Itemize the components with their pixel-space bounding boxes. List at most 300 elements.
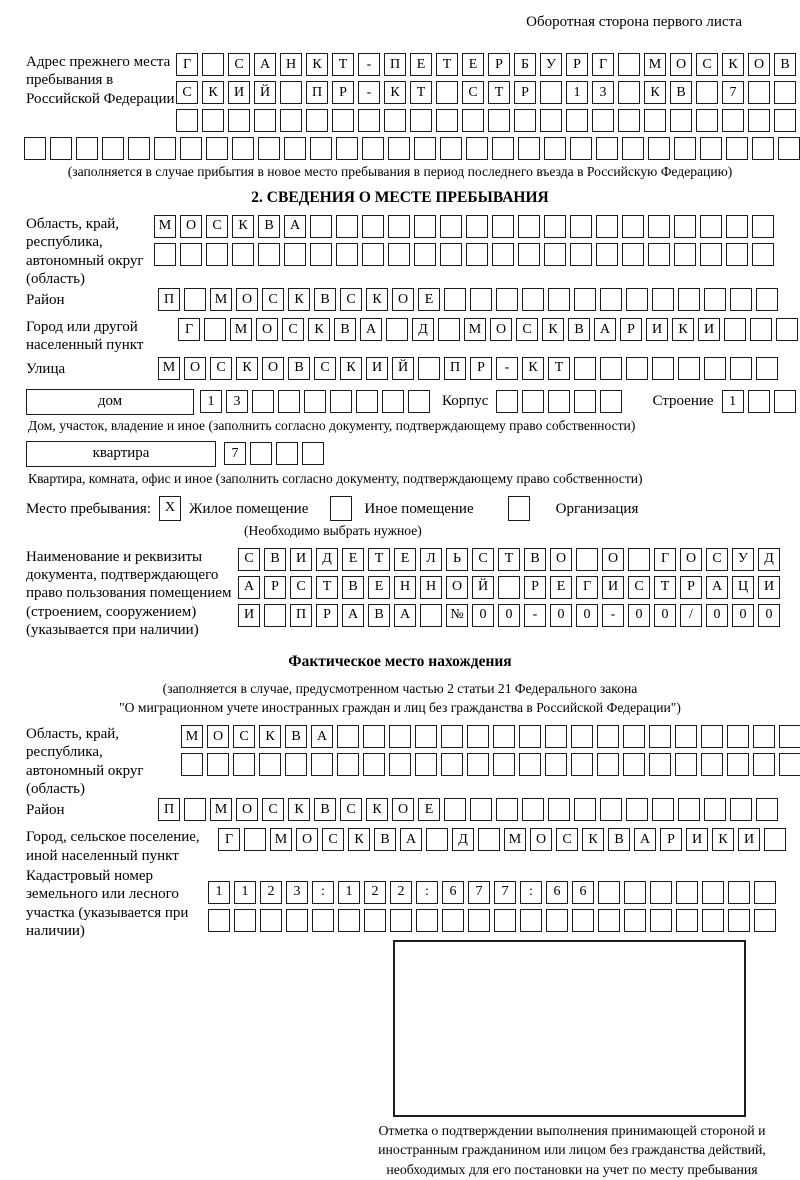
char-cell[interactable] — [420, 604, 442, 627]
char-cell[interactable] — [754, 909, 776, 932]
char-cell[interactable]: К — [722, 53, 744, 76]
char-cell[interactable]: Т — [436, 53, 458, 76]
char-cell[interactable] — [180, 243, 202, 266]
char-cell[interactable] — [259, 753, 281, 776]
char-cell[interactable]: О — [262, 357, 284, 380]
char-cell[interactable]: С — [228, 53, 250, 76]
char-cell[interactable] — [702, 909, 724, 932]
char-cell[interactable]: Г — [178, 318, 200, 341]
char-cell[interactable] — [304, 390, 326, 413]
char-cell[interactable] — [678, 357, 700, 380]
char-cell[interactable]: Р — [332, 81, 354, 104]
char-cell[interactable] — [574, 288, 596, 311]
char-cell[interactable]: В — [264, 548, 286, 571]
char-cell[interactable] — [618, 109, 640, 132]
char-cell[interactable] — [390, 909, 412, 932]
char-cell[interactable]: К — [582, 828, 604, 851]
char-cell[interactable]: Р — [470, 357, 492, 380]
char-cell[interactable] — [382, 390, 404, 413]
char-cell[interactable] — [600, 357, 622, 380]
char-cell[interactable] — [426, 828, 448, 851]
char-cell[interactable] — [250, 442, 272, 465]
char-cell[interactable] — [362, 137, 384, 160]
char-cell[interactable]: № — [446, 604, 468, 627]
char-cell[interactable]: Г — [654, 548, 676, 571]
char-cell[interactable] — [756, 798, 778, 821]
char-cell[interactable] — [467, 753, 489, 776]
char-cell[interactable]: К — [384, 81, 406, 104]
char-cell[interactable] — [414, 243, 436, 266]
char-cell[interactable]: К — [259, 725, 281, 748]
char-cell[interactable]: О — [207, 725, 229, 748]
char-cell[interactable]: С — [282, 318, 304, 341]
char-cell[interactable] — [618, 53, 640, 76]
char-cell[interactable] — [748, 81, 770, 104]
char-cell[interactable]: Е — [394, 548, 416, 571]
char-cell[interactable]: 2 — [364, 881, 386, 904]
char-cell[interactable]: М — [210, 288, 232, 311]
char-cell[interactable]: В — [314, 798, 336, 821]
char-cell[interactable]: О — [236, 288, 258, 311]
char-cell[interactable] — [415, 753, 437, 776]
char-cell[interactable]: Т — [488, 81, 510, 104]
char-cell[interactable]: П — [290, 604, 312, 627]
char-cell[interactable] — [540, 109, 562, 132]
char-cell[interactable]: Г — [592, 53, 614, 76]
char-cell[interactable]: С — [472, 548, 494, 571]
char-cell[interactable] — [727, 725, 749, 748]
char-cell[interactable] — [284, 137, 306, 160]
char-cell[interactable]: 0 — [628, 604, 650, 627]
char-cell[interactable] — [622, 137, 644, 160]
char-cell[interactable] — [436, 81, 458, 104]
char-cell[interactable] — [336, 243, 358, 266]
char-cell[interactable]: К — [522, 357, 544, 380]
char-cell[interactable]: : — [520, 881, 542, 904]
char-cell[interactable]: Б — [514, 53, 536, 76]
char-cell[interactable] — [752, 243, 774, 266]
char-cell[interactable]: К — [672, 318, 694, 341]
char-cell[interactable]: П — [158, 798, 180, 821]
char-cell[interactable] — [576, 548, 598, 571]
char-cell[interactable]: Т — [316, 576, 338, 599]
char-cell[interactable] — [438, 318, 460, 341]
char-cell[interactable] — [358, 109, 380, 132]
char-cell[interactable] — [492, 243, 514, 266]
char-cell[interactable] — [184, 798, 206, 821]
char-cell[interactable]: С — [340, 288, 362, 311]
char-cell[interactable] — [570, 243, 592, 266]
char-cell[interactable]: А — [311, 725, 333, 748]
char-cell[interactable] — [596, 243, 618, 266]
char-cell[interactable] — [302, 442, 324, 465]
char-cell[interactable]: Р — [660, 828, 682, 851]
char-cell[interactable]: Р — [680, 576, 702, 599]
char-cell[interactable]: Д — [412, 318, 434, 341]
char-cell[interactable] — [756, 288, 778, 311]
char-cell[interactable] — [626, 288, 648, 311]
char-cell[interactable]: 6 — [546, 881, 568, 904]
char-cell[interactable] — [493, 725, 515, 748]
char-cell[interactable] — [701, 753, 723, 776]
char-cell[interactable]: О — [180, 215, 202, 238]
char-cell[interactable] — [102, 137, 124, 160]
char-cell[interactable] — [154, 137, 176, 160]
char-cell[interactable] — [704, 288, 726, 311]
char-cell[interactable] — [597, 753, 619, 776]
char-cell[interactable] — [730, 798, 752, 821]
char-cell[interactable]: И — [646, 318, 668, 341]
char-cell[interactable] — [778, 137, 800, 160]
char-cell[interactable] — [470, 798, 492, 821]
char-cell[interactable] — [496, 798, 518, 821]
char-cell[interactable] — [675, 753, 697, 776]
char-cell[interactable]: И — [758, 576, 780, 599]
char-cell[interactable] — [752, 215, 774, 238]
char-cell[interactable]: В — [258, 215, 280, 238]
char-cell[interactable]: Р — [620, 318, 642, 341]
char-cell[interactable]: У — [732, 548, 754, 571]
char-cell[interactable] — [337, 725, 359, 748]
char-cell[interactable] — [650, 909, 672, 932]
char-cell[interactable] — [622, 243, 644, 266]
char-cell[interactable] — [518, 215, 540, 238]
char-cell[interactable]: С — [462, 81, 484, 104]
char-cell[interactable] — [519, 753, 541, 776]
char-cell[interactable]: 3 — [226, 390, 248, 413]
char-cell[interactable] — [600, 390, 622, 413]
char-cell[interactable] — [704, 357, 726, 380]
char-cell[interactable] — [285, 753, 307, 776]
char-cell[interactable] — [748, 390, 770, 413]
char-cell[interactable] — [244, 828, 266, 851]
char-cell[interactable] — [779, 725, 800, 748]
char-cell[interactable]: О — [602, 548, 624, 571]
char-cell[interactable]: 0 — [550, 604, 572, 627]
char-cell[interactable]: Р — [566, 53, 588, 76]
char-cell[interactable]: О — [550, 548, 572, 571]
char-cell[interactable]: П — [158, 288, 180, 311]
char-cell[interactable] — [678, 798, 700, 821]
char-cell[interactable] — [362, 243, 384, 266]
char-cell[interactable]: Р — [264, 576, 286, 599]
char-cell[interactable]: Й — [392, 357, 414, 380]
char-cell[interactable]: Д — [758, 548, 780, 571]
char-cell[interactable]: - — [602, 604, 624, 627]
char-cell[interactable]: М — [464, 318, 486, 341]
char-cell[interactable] — [648, 215, 670, 238]
char-cell[interactable] — [410, 109, 432, 132]
char-cell[interactable] — [544, 137, 566, 160]
char-cell[interactable] — [415, 725, 437, 748]
char-cell[interactable] — [468, 909, 490, 932]
char-cell[interactable]: И — [686, 828, 708, 851]
char-cell[interactable]: И — [238, 604, 260, 627]
char-cell[interactable]: 0 — [654, 604, 676, 627]
char-cell[interactable] — [254, 109, 276, 132]
char-cell[interactable]: Г — [176, 53, 198, 76]
char-cell[interactable]: П — [384, 53, 406, 76]
char-cell[interactable] — [310, 137, 332, 160]
char-cell[interactable] — [258, 137, 280, 160]
char-cell[interactable]: В — [568, 318, 590, 341]
char-cell[interactable] — [444, 288, 466, 311]
char-cell[interactable] — [522, 390, 544, 413]
char-cell[interactable]: М — [158, 357, 180, 380]
char-cell[interactable]: К — [644, 81, 666, 104]
char-cell[interactable] — [544, 215, 566, 238]
char-cell[interactable] — [388, 243, 410, 266]
char-cell[interactable] — [466, 215, 488, 238]
char-cell[interactable]: Л — [420, 548, 442, 571]
char-cell[interactable] — [408, 390, 430, 413]
char-cell[interactable] — [779, 753, 800, 776]
char-cell[interactable]: М — [504, 828, 526, 851]
organization-checkbox[interactable] — [508, 496, 530, 521]
char-cell[interactable]: Ц — [732, 576, 754, 599]
char-cell[interactable]: 7 — [494, 881, 516, 904]
char-cell[interactable]: Т — [332, 53, 354, 76]
char-cell[interactable]: П — [306, 81, 328, 104]
char-cell[interactable] — [700, 215, 722, 238]
char-cell[interactable] — [363, 753, 385, 776]
char-cell[interactable]: К — [306, 53, 328, 76]
char-cell[interactable]: К — [288, 288, 310, 311]
char-cell[interactable]: К — [202, 81, 224, 104]
char-cell[interactable]: А — [394, 604, 416, 627]
char-cell[interactable]: С — [290, 576, 312, 599]
char-cell[interactable] — [574, 357, 596, 380]
char-cell[interactable]: С — [628, 576, 650, 599]
char-cell[interactable] — [764, 828, 786, 851]
char-cell[interactable] — [571, 725, 593, 748]
char-cell[interactable] — [696, 109, 718, 132]
char-cell[interactable] — [280, 109, 302, 132]
char-cell[interactable] — [520, 909, 542, 932]
char-cell[interactable]: Р — [524, 576, 546, 599]
char-cell[interactable] — [701, 725, 723, 748]
char-cell[interactable]: А — [284, 215, 306, 238]
char-cell[interactable] — [623, 725, 645, 748]
char-cell[interactable]: - — [358, 53, 380, 76]
char-cell[interactable]: О — [490, 318, 512, 341]
char-cell[interactable]: К — [308, 318, 330, 341]
char-cell[interactable] — [540, 81, 562, 104]
char-cell[interactable] — [754, 881, 776, 904]
char-cell[interactable]: Е — [462, 53, 484, 76]
char-cell[interactable] — [436, 109, 458, 132]
char-cell[interactable]: - — [524, 604, 546, 627]
char-cell[interactable]: В — [524, 548, 546, 571]
char-cell[interactable] — [748, 109, 770, 132]
char-cell[interactable]: К — [232, 215, 254, 238]
char-cell[interactable] — [546, 909, 568, 932]
char-cell[interactable] — [756, 357, 778, 380]
char-cell[interactable] — [570, 137, 592, 160]
char-cell[interactable]: В — [368, 604, 390, 627]
char-cell[interactable] — [202, 109, 224, 132]
char-cell[interactable] — [310, 243, 332, 266]
char-cell[interactable] — [624, 909, 646, 932]
char-cell[interactable]: Д — [316, 548, 338, 571]
char-cell[interactable] — [278, 390, 300, 413]
char-cell[interactable] — [676, 881, 698, 904]
char-cell[interactable]: Е — [418, 288, 440, 311]
char-cell[interactable]: 0 — [498, 604, 520, 627]
char-cell[interactable]: И — [228, 81, 250, 104]
char-cell[interactable]: К — [288, 798, 310, 821]
char-cell[interactable] — [284, 243, 306, 266]
char-cell[interactable]: М — [154, 215, 176, 238]
char-cell[interactable] — [776, 318, 798, 341]
char-cell[interactable]: А — [238, 576, 260, 599]
char-cell[interactable] — [519, 725, 541, 748]
char-cell[interactable]: О — [670, 53, 692, 76]
char-cell[interactable] — [498, 576, 520, 599]
char-cell[interactable] — [544, 243, 566, 266]
char-cell[interactable]: Е — [342, 548, 364, 571]
char-cell[interactable]: 1 — [200, 390, 222, 413]
char-cell[interactable] — [774, 390, 796, 413]
char-cell[interactable]: А — [400, 828, 422, 851]
char-cell[interactable]: М — [270, 828, 292, 851]
char-cell[interactable] — [232, 137, 254, 160]
char-cell[interactable] — [623, 753, 645, 776]
char-cell[interactable] — [648, 137, 670, 160]
char-cell[interactable] — [414, 137, 436, 160]
char-cell[interactable] — [208, 909, 230, 932]
char-cell[interactable] — [232, 243, 254, 266]
char-cell[interactable]: К — [340, 357, 362, 380]
char-cell[interactable]: В — [314, 288, 336, 311]
char-cell[interactable] — [696, 81, 718, 104]
char-cell[interactable]: А — [342, 604, 364, 627]
char-cell[interactable] — [233, 753, 255, 776]
char-cell[interactable]: Г — [576, 576, 598, 599]
char-cell[interactable]: У — [540, 53, 562, 76]
char-cell[interactable] — [336, 215, 358, 238]
char-cell[interactable] — [128, 137, 150, 160]
char-cell[interactable] — [466, 137, 488, 160]
char-cell[interactable]: Р — [316, 604, 338, 627]
char-cell[interactable] — [492, 215, 514, 238]
char-cell[interactable] — [702, 881, 724, 904]
char-cell[interactable] — [728, 909, 750, 932]
char-cell[interactable]: 1 — [234, 881, 256, 904]
char-cell[interactable]: М — [181, 725, 203, 748]
char-cell[interactable] — [286, 909, 308, 932]
char-cell[interactable] — [574, 798, 596, 821]
char-cell[interactable]: Е — [550, 576, 572, 599]
char-cell[interactable]: Ь — [446, 548, 468, 571]
char-cell[interactable] — [674, 137, 696, 160]
char-cell[interactable] — [418, 357, 440, 380]
char-cell[interactable] — [700, 137, 722, 160]
char-cell[interactable] — [258, 243, 280, 266]
char-cell[interactable]: / — [680, 604, 702, 627]
char-cell[interactable] — [337, 753, 359, 776]
char-cell[interactable]: С — [233, 725, 255, 748]
char-cell[interactable] — [652, 798, 674, 821]
char-cell[interactable] — [624, 881, 646, 904]
char-cell[interactable]: Р — [488, 53, 510, 76]
char-cell[interactable]: Н — [420, 576, 442, 599]
char-cell[interactable] — [184, 288, 206, 311]
char-cell[interactable]: - — [358, 81, 380, 104]
char-cell[interactable]: Т — [498, 548, 520, 571]
char-cell[interactable] — [228, 109, 250, 132]
char-cell[interactable]: 0 — [472, 604, 494, 627]
char-cell[interactable]: Т — [548, 357, 570, 380]
char-cell[interactable]: В — [374, 828, 396, 851]
char-cell[interactable]: С — [262, 288, 284, 311]
char-cell[interactable]: И — [290, 548, 312, 571]
char-cell[interactable]: В — [285, 725, 307, 748]
char-cell[interactable]: А — [254, 53, 276, 76]
char-cell[interactable] — [362, 215, 384, 238]
char-cell[interactable] — [462, 109, 484, 132]
char-cell[interactable] — [726, 137, 748, 160]
char-cell[interactable] — [600, 798, 622, 821]
char-cell[interactable]: С — [322, 828, 344, 851]
char-cell[interactable] — [626, 357, 648, 380]
char-cell[interactable]: П — [444, 357, 466, 380]
char-cell[interactable] — [674, 215, 696, 238]
char-cell[interactable] — [494, 909, 516, 932]
char-cell[interactable]: И — [698, 318, 720, 341]
char-cell[interactable]: 3 — [592, 81, 614, 104]
char-cell[interactable] — [753, 753, 775, 776]
char-cell[interactable]: С — [262, 798, 284, 821]
char-cell[interactable] — [571, 753, 593, 776]
char-cell[interactable]: 1 — [208, 881, 230, 904]
char-cell[interactable]: 0 — [576, 604, 598, 627]
char-cell[interactable] — [753, 725, 775, 748]
char-cell[interactable] — [727, 753, 749, 776]
char-cell[interactable] — [414, 215, 436, 238]
char-cell[interactable]: И — [738, 828, 760, 851]
char-cell[interactable] — [180, 137, 202, 160]
char-cell[interactable] — [364, 909, 386, 932]
char-cell[interactable] — [649, 753, 671, 776]
char-cell[interactable] — [545, 725, 567, 748]
char-cell[interactable] — [545, 753, 567, 776]
char-cell[interactable]: Р — [514, 81, 536, 104]
char-cell[interactable] — [76, 137, 98, 160]
char-cell[interactable]: О — [256, 318, 278, 341]
char-cell[interactable] — [700, 243, 722, 266]
char-cell[interactable]: В — [334, 318, 356, 341]
char-cell[interactable] — [330, 390, 352, 413]
char-cell[interactable] — [332, 109, 354, 132]
char-cell[interactable]: 7 — [468, 881, 490, 904]
char-cell[interactable] — [356, 390, 378, 413]
char-cell[interactable]: С — [314, 357, 336, 380]
char-cell[interactable] — [280, 81, 302, 104]
char-cell[interactable]: О — [236, 798, 258, 821]
char-cell[interactable] — [652, 288, 674, 311]
char-cell[interactable] — [678, 288, 700, 311]
char-cell[interactable]: О — [446, 576, 468, 599]
char-cell[interactable]: С — [238, 548, 260, 571]
char-cell[interactable]: Й — [472, 576, 494, 599]
char-cell[interactable]: М — [210, 798, 232, 821]
char-cell[interactable] — [726, 215, 748, 238]
char-cell[interactable]: 3 — [286, 881, 308, 904]
char-cell[interactable]: 0 — [758, 604, 780, 627]
char-cell[interactable] — [704, 798, 726, 821]
char-cell[interactable]: О — [392, 288, 414, 311]
